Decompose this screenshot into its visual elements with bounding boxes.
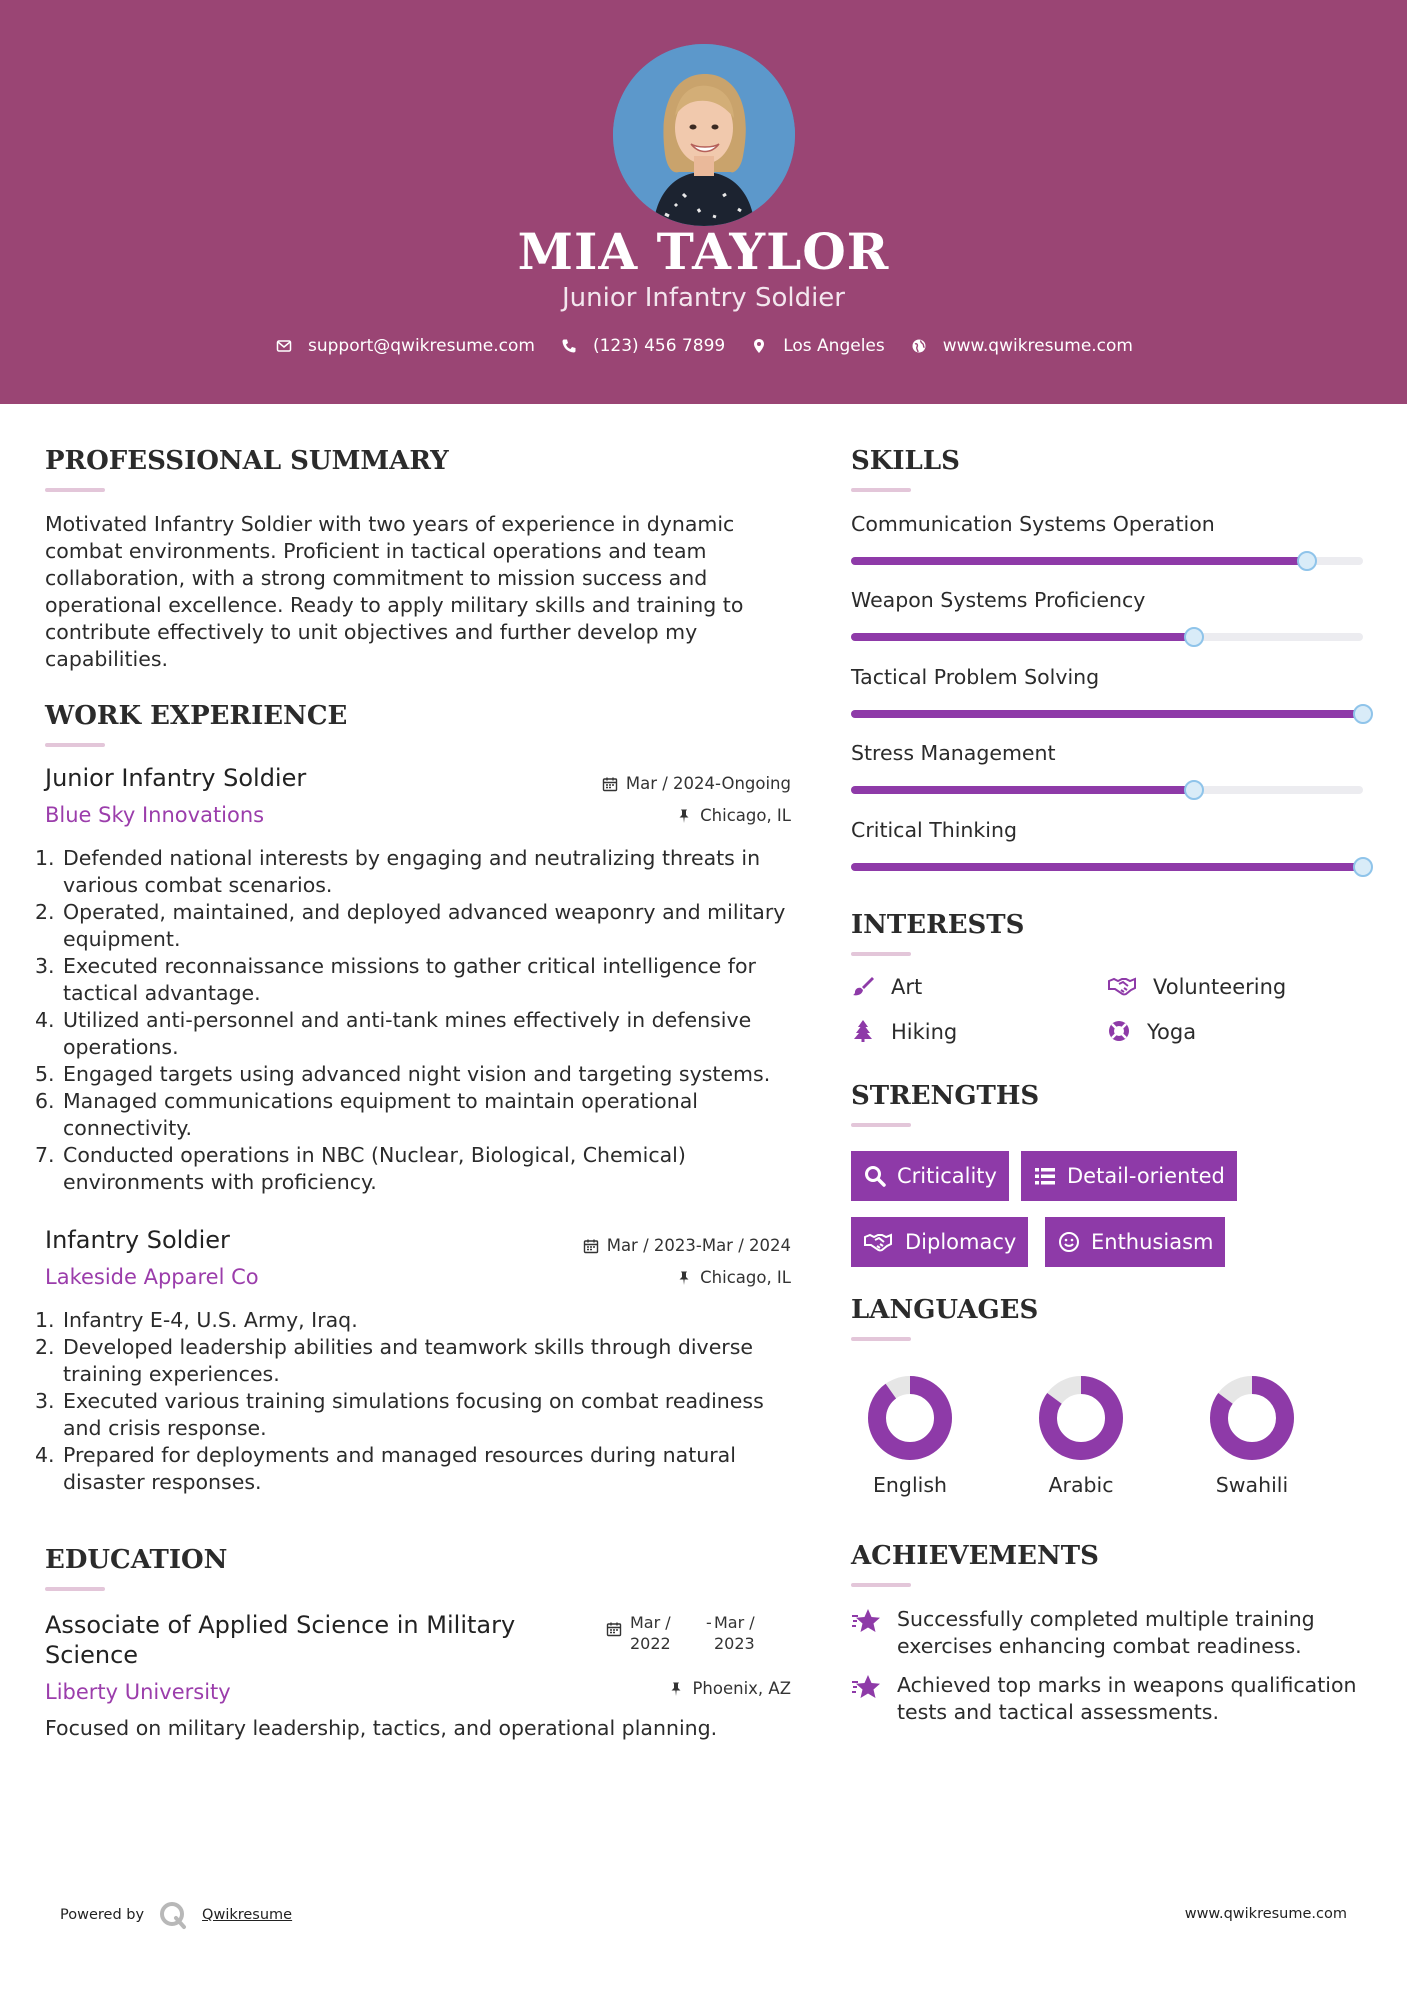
education-end-date — [714, 1612, 755, 1654]
job-title: Junior Infantry Soldier — [45, 764, 307, 792]
paintbrush-icon — [851, 974, 877, 1000]
candidate-name: MIA TAYLOR — [517, 222, 890, 281]
powered-by-text: Powered by — [60, 1907, 145, 1923]
map-pin-icon — [749, 336, 769, 356]
job-location-text: Chicago, IL — [700, 1268, 791, 1287]
skill-bar — [851, 633, 1363, 641]
education-date-separator: - — [706, 1613, 712, 1632]
list-item: Prepared for deployments and managed resources during natural disaster responses. — [63, 1443, 736, 1494]
skill-label: Communication Systems Operation — [851, 512, 1215, 536]
language-donut — [867, 1375, 953, 1461]
experience-divider — [45, 743, 105, 747]
education-start-date — [630, 1612, 671, 1654]
website-text: www.qwikresume.com — [942, 336, 1133, 356]
resume-header — [0, 0, 1407, 404]
strength-tag — [851, 1151, 1009, 1201]
education-date-icon-wrap — [606, 1621, 630, 1637]
job-company: Blue Sky Innovations — [45, 803, 265, 827]
footer-website[interactable]: www.qwikresume.com — [1184, 1906, 1347, 1922]
profile-photo — [613, 44, 795, 226]
achievement-text: Achieved top marks in weapons qualification tests and tactical assessments. — [897, 1673, 1357, 1724]
language-donut-fill — [877, 1385, 943, 1451]
star-icon — [851, 1606, 881, 1636]
skill-bar-fill — [851, 710, 1363, 718]
footer-powered-by — [60, 1900, 292, 1930]
interest-label: Hiking — [891, 1020, 958, 1044]
job-location — [676, 806, 791, 825]
list-item: Defended national interests by engaging and neutralizing threats in various combat scenarios. — [63, 846, 761, 897]
calendar-icon — [583, 1238, 599, 1254]
end-date-line2: 2023 — [714, 1634, 755, 1653]
strength-tag — [1021, 1151, 1237, 1201]
skill-bar-fill — [851, 863, 1363, 871]
language-item — [1197, 1375, 1307, 1497]
summary-text: Motivated Infantry Soldier with two years of experience in dynamic combat environments. Proficient in tactical operations and team collaboration, with a strong commitment to mission success and operational excellence. Ready to apply military skills and training to contribute effectively to unit objectives and further develop my capabilities. — [45, 512, 744, 671]
achievements-heading: ACHIEVEMENTS — [851, 1541, 1099, 1571]
interests-divider — [851, 952, 911, 956]
skill-bar-knob — [1184, 780, 1204, 800]
list-icon — [1033, 1164, 1057, 1188]
strength-label: Enthusiasm — [1091, 1230, 1214, 1254]
tree-icon — [851, 1019, 877, 1045]
skill-bar — [851, 863, 1363, 871]
summary-divider — [45, 488, 105, 492]
job-company: Lakeside Apparel Co — [45, 1265, 259, 1289]
job-location — [676, 1268, 791, 1287]
globe-icon — [909, 336, 929, 356]
strength-label: Diplomacy — [905, 1230, 1017, 1254]
summary-heading: PROFESSIONAL SUMMARY — [45, 446, 449, 476]
experience-heading: WORK EXPERIENCE — [45, 701, 348, 731]
achievement-item — [851, 1606, 1371, 1660]
skills-divider — [851, 488, 911, 492]
qwikresume-link[interactable]: Qwikresume — [202, 1907, 293, 1923]
start-date-line2: 2022 — [630, 1634, 671, 1653]
skill-bar-fill — [851, 633, 1194, 641]
contact-phone[interactable] — [559, 336, 725, 356]
star-icon — [851, 1672, 881, 1702]
job-date-text: Mar / 2023-Mar / 2024 — [606, 1236, 791, 1255]
language-donut — [1209, 1375, 1295, 1461]
language-label: Swahili — [1215, 1473, 1289, 1497]
skill-bar-fill — [851, 557, 1307, 565]
list-item: Conducted operations in NBC (Nuclear, Biological, Chemical) environments with proficiency. — [63, 1143, 686, 1194]
achievement-text: Successfully completed multiple training exercises enhancing combat readiness. — [897, 1607, 1315, 1658]
handshake-icon — [1107, 974, 1139, 1000]
language-label: English — [872, 1473, 948, 1497]
job-date — [583, 1236, 791, 1255]
skill-label: Critical Thinking — [851, 818, 1017, 842]
education-school: Liberty University — [45, 1680, 231, 1704]
strengths-heading: STRENGTHS — [851, 1081, 1040, 1111]
email-text: support@qwikresume.com — [308, 336, 535, 356]
strength-tag — [851, 1217, 1028, 1267]
education-heading: EDUCATION — [45, 1545, 228, 1575]
handshake-icon — [863, 1230, 895, 1254]
lifebuoy-icon — [1107, 1019, 1133, 1045]
list-item: Utilized anti-personnel and anti-tank mines effectively in defensive operations. — [63, 1008, 752, 1059]
list-item: Managed communications equipment to maintain operational connectivity. — [63, 1089, 698, 1140]
job-location-text: Chicago, IL — [700, 806, 791, 825]
phone-text: (123) 456 7899 — [592, 336, 726, 356]
contact-bar — [0, 336, 1407, 356]
languages-divider — [851, 1337, 911, 1341]
list-item: Developed leadership abilities and teamwork skills through diverse training experiences. — [63, 1335, 754, 1386]
interest-label: Volunteering — [1153, 975, 1287, 999]
candidate-role: Junior Infantry Soldier — [561, 283, 845, 313]
language-item — [855, 1375, 965, 1497]
pushpin-icon — [676, 1270, 692, 1286]
skill-label: Tactical Problem Solving — [851, 665, 1100, 689]
pushpin-icon — [676, 808, 692, 824]
skill-bar-knob — [1297, 551, 1317, 571]
interest-item — [851, 1019, 957, 1045]
phone-icon — [559, 336, 579, 356]
strengths-divider — [851, 1123, 911, 1127]
education-divider — [45, 1587, 105, 1591]
interests-heading: INTERESTS — [851, 910, 1025, 940]
interest-item — [1107, 1019, 1196, 1045]
job-duties-list — [45, 1307, 805, 1496]
interest-label: Yoga — [1147, 1020, 1197, 1044]
job-date-text: Mar / 2024-Ongoing — [625, 774, 791, 793]
interest-item — [1107, 974, 1286, 1000]
location-text: Los Angeles — [783, 336, 885, 356]
skill-bar — [851, 786, 1363, 794]
list-item: Infantry E-4, U.S. Army, Iraq. — [63, 1308, 358, 1332]
job-duties-list — [45, 845, 805, 1196]
envelope-icon — [274, 336, 294, 356]
list-item: Engaged targets using advanced night vision and targeting systems. — [63, 1062, 771, 1086]
strength-tag — [1045, 1217, 1225, 1267]
skill-label: Weapon Systems Proficiency — [851, 588, 1146, 612]
end-date-line1: Mar / — [714, 1613, 755, 1632]
contact-location — [749, 336, 885, 356]
strength-label: Detail-oriented — [1067, 1164, 1225, 1188]
achievements-divider — [851, 1583, 911, 1587]
job-date — [602, 774, 791, 793]
contact-website[interactable] — [909, 336, 1133, 356]
language-label: Arabic — [1048, 1473, 1114, 1497]
calendar-icon — [606, 1621, 622, 1637]
skill-bar — [851, 557, 1363, 565]
list-item: Operated, maintained, and deployed advanced weaponry and military equipment. — [63, 900, 786, 951]
language-item — [1026, 1375, 1136, 1497]
contact-email[interactable] — [274, 336, 535, 356]
skill-bar — [851, 710, 1363, 718]
languages-heading: LANGUAGES — [851, 1295, 1039, 1325]
interest-label: Art — [891, 975, 923, 999]
interest-item — [851, 974, 922, 1000]
qwikresume-logo-icon — [158, 1900, 188, 1930]
smile-icon — [1057, 1230, 1081, 1254]
start-date-line1: Mar / — [630, 1613, 671, 1632]
pushpin-icon — [668, 1681, 684, 1697]
strength-label: Criticality — [897, 1164, 997, 1188]
calendar-icon — [602, 776, 618, 792]
job-title: Infantry Soldier — [45, 1226, 230, 1254]
portrait-image — [613, 44, 795, 226]
skill-bar-knob — [1184, 627, 1204, 647]
skill-bar-knob — [1353, 857, 1373, 877]
skills-heading: SKILLS — [851, 446, 960, 476]
language-donut — [1038, 1375, 1124, 1461]
education-location-text: Phoenix, AZ — [692, 1679, 791, 1698]
list-item: Executed various training simulations focusing on combat readiness and crisis response. — [63, 1389, 764, 1440]
education-degree: Associate of Applied Science in Military Science — [45, 1611, 516, 1669]
skill-bar-fill — [851, 786, 1194, 794]
achievement-item — [851, 1672, 1371, 1726]
skill-bar-knob — [1353, 704, 1373, 724]
list-item: Executed reconnaissance missions to gather critical intelligence for tactical advantage. — [63, 954, 756, 1005]
skill-label: Stress Management — [851, 741, 1056, 765]
education-description: Focused on military leadership, tactics, and operational planning. — [45, 1716, 718, 1740]
education-location — [668, 1679, 791, 1698]
search-icon — [863, 1164, 887, 1188]
